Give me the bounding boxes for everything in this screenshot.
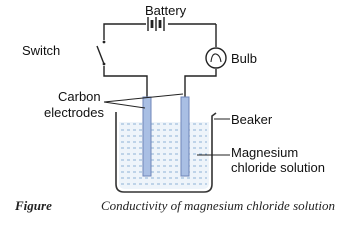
bulb-label: Bulb <box>231 51 258 66</box>
caption-figure-word: Figure <box>15 198 52 213</box>
caption-text: Conductivity of magnesium chloride solution <box>101 198 335 213</box>
carbon-label-line2: electrodes <box>44 105 104 120</box>
solution-label-line2: chloride solution <box>231 160 325 175</box>
switch <box>97 40 108 66</box>
beaker-label: Beaker <box>231 112 273 127</box>
switch-label: Switch <box>22 43 61 58</box>
battery-icon <box>148 17 164 31</box>
solution <box>119 122 209 189</box>
circuit-wires <box>104 24 216 97</box>
carbon-label-line1: Carbon <box>58 89 101 104</box>
left-electrode <box>143 97 151 176</box>
solution-label-line1: Magnesium <box>231 145 299 160</box>
battery-label: Battery <box>145 3 187 18</box>
right-electrode <box>181 97 189 176</box>
bulb-icon <box>206 48 226 68</box>
